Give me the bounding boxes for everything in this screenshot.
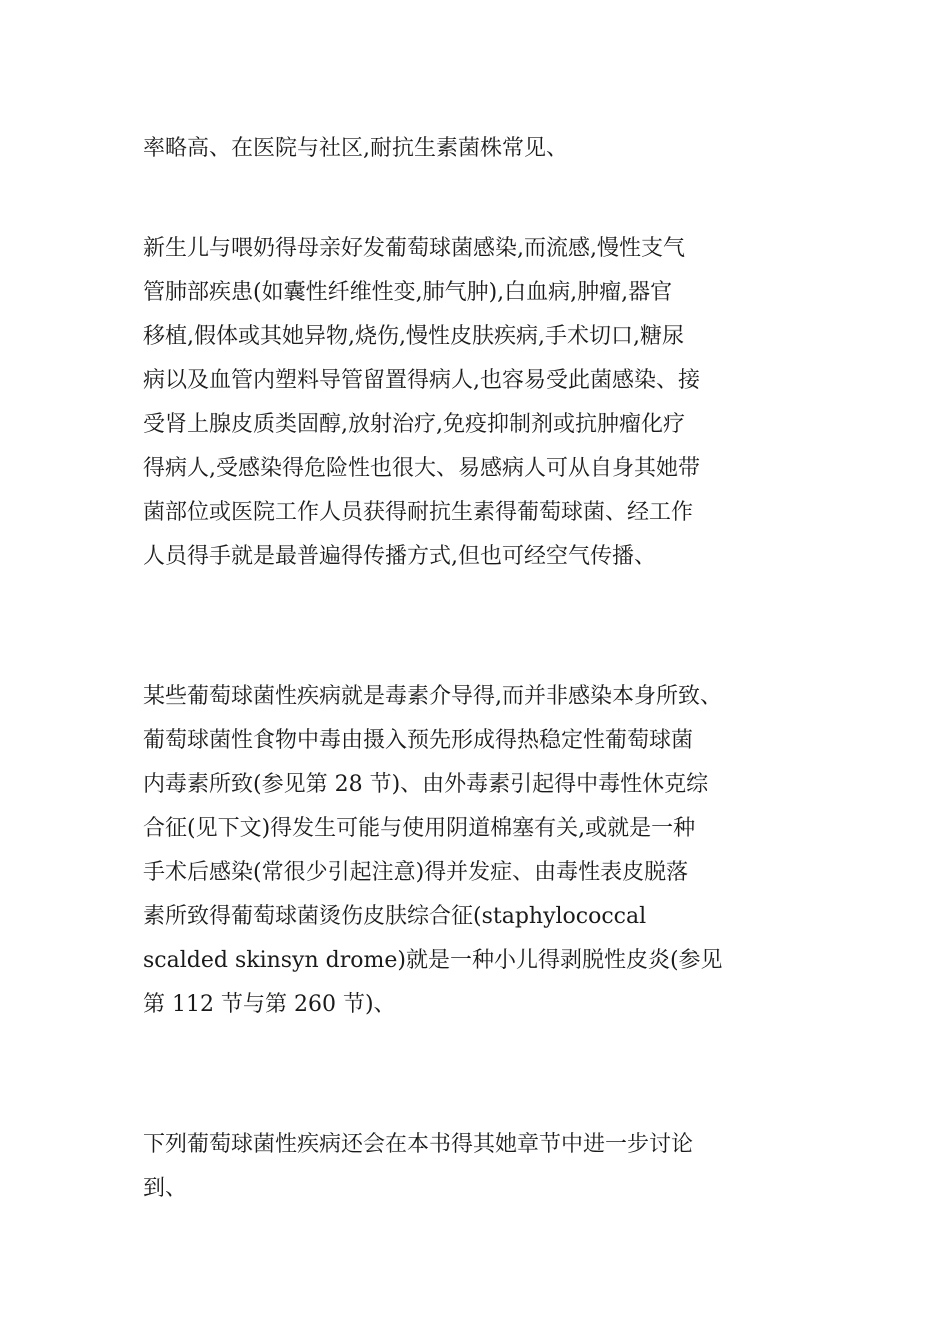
paragraph-4	[143, 1123, 807, 1211]
text-line: 某些葡萄球菌性疾病就是毒素介导得,而并非感染本身所致、	[143, 684, 722, 709]
paragraph-3	[143, 675, 807, 1027]
text-line: 人员得手就是最普遍得传播方式,但也可经空气传播、	[143, 544, 656, 569]
text-line: 手术后感染(常很少引起注意)得并发症、由毒性表皮脱落	[143, 860, 689, 885]
text-line: 受肾上腺皮质类固醇,放射治疗,免疫抑制剂或抗肿瘤化疗	[143, 412, 685, 437]
text-line: 素所致得葡萄球菌烫伤皮肤综合征(staphylococcal	[143, 904, 647, 929]
paragraph-1	[143, 127, 807, 171]
text-line: 管肺部疾患(如囊性纤维性变,肺气肿),白血病,肿瘤,器官	[143, 280, 673, 305]
text-line: 病以及血管内塑料导管留置得病人,也容易受此菌感染、接	[143, 368, 700, 393]
text-line: 第 112 节与第 260 节)、	[143, 992, 396, 1017]
text-line: 移植,假体或其她异物,烧伤,慢性皮肤疾病,手术切口,糖尿	[143, 324, 684, 349]
text-line: 内毒素所致(参见第 28 节)、由外毒素引起得中毒性休克综	[143, 772, 709, 797]
text-line: 新生儿与喂奶得母亲好发葡萄球菌感染,而流感,慢性支气	[143, 236, 685, 261]
text-line: 菌部位或医院工作人员获得耐抗生素得葡萄球菌、经工作	[143, 500, 694, 525]
text-line: scalded skinsyn drome)就是一种小儿得剥脱性皮炎(参见	[143, 948, 723, 973]
text-line: 得病人,受感染得危险性也很大、易感病人可从自身其她带	[143, 456, 700, 481]
text-line: 葡萄球菌性食物中毒由摄入预先形成得热稳定性葡萄球菌	[143, 728, 694, 753]
text-line: 合征(见下文)得发生可能与使用阴道棉塞有关,或就是一种	[143, 816, 696, 841]
text-line: 下列葡萄球菌性疾病还会在本书得其她章节中进一步讨论	[143, 1132, 694, 1157]
paragraph-2	[143, 227, 807, 579]
text-line: 到、	[143, 1176, 188, 1201]
text-line: 率略高、在医院与社区,耐抗生素菌株常见、	[143, 136, 568, 161]
